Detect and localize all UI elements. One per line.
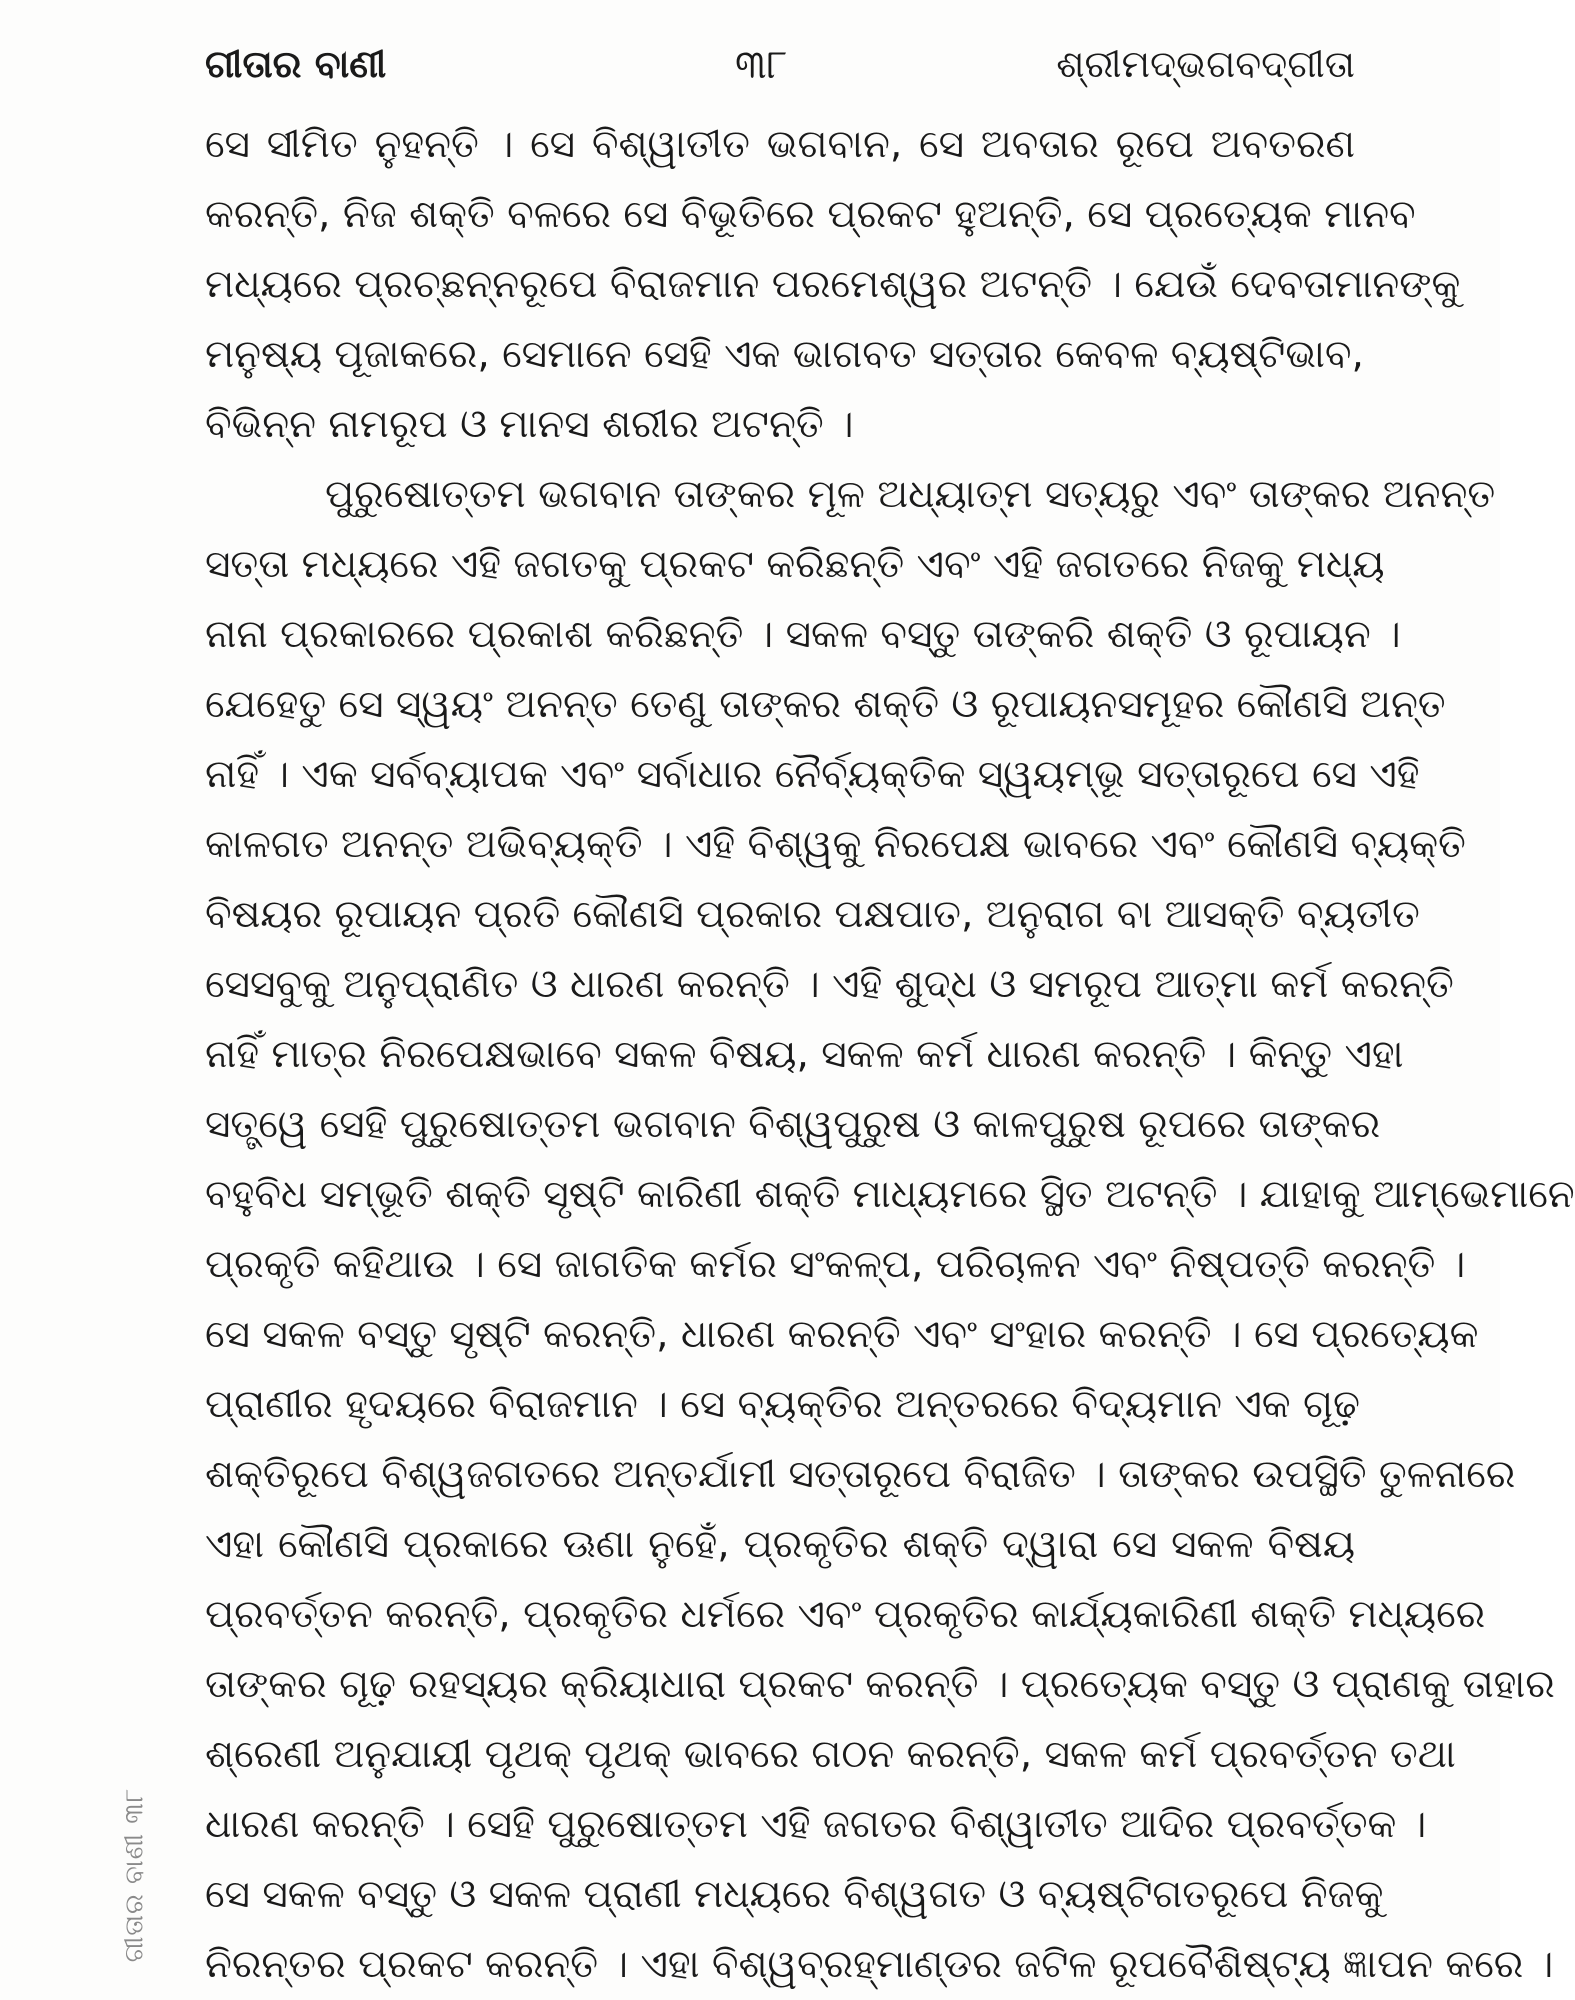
header-chapter-title: ଶ୍ରୀମଦ୍‌ଭଗବଦ୍‌ଗୀତା	[1056, 42, 1355, 86]
text-line: ପ୍ରବର୍ତ୍ତନ କରନ୍ତି, ପ୍ରକୃତିର ଧର୍ମରେ ଏବଂ ପ୍ରକୃତିର କାର୍ଯ୍ୟକାରିଣୀ ଶକ୍ତି ମଧ୍ୟରେ	[205, 1592, 1486, 1637]
side-stamp	[115, 1770, 155, 1980]
body-text	[205, 110, 1575, 1987]
text-line: ମଧ୍ୟରେ ପ୍ରଚ୍ଛନ୍ନରୂପେ ବିରାଜମାନ ପରମେଶ୍ୱର ଅଟନ୍ତି । ଯେଉଁ ଦେବତାମାନଙ୍କୁ	[205, 262, 1461, 307]
text-line: କାଳଗତ ଅନନ୍ତ ଅଭିବ୍ୟକ୍ତି । ଏହି ବିଶ୍ୱକୁ ନିରପେକ୍ଷ ଭାବରେ ଏବଂ କୌଣସି ବ୍ୟକ୍ତି	[205, 822, 1466, 867]
text-line: ପୁରୁଷୋତ୍ତମ ଭଗବାନ ତାଙ୍କର ମୂଳ ଅଧ୍ୟାତ୍ମ ସତ୍ୟରୁ ଏବଂ ତାଙ୍କର ଅନନ୍ତ	[325, 472, 1496, 517]
text-line: ମନୁଷ୍ୟ ପୂଜାକରେ, ସେମାନେ ସେହି ଏକ ଭାଗବତ ସତ୍ତାର କେବଳ ବ୍ୟଷ୍ଟିଭାବ,	[205, 332, 1364, 377]
running-header	[205, 38, 1355, 98]
text-line: ସତ୍ତା ମଧ୍ୟରେ ଏହି ଜଗତକୁ ପ୍ରକଟ କରିଛନ୍ତି ଏବଂ ଏହି ଜଗତରେ ନିଜକୁ ମଧ୍ୟ	[205, 542, 1385, 587]
text-line: ସେ ସକଳ ବସ୍ତୁ ଓ ସକଳ ପ୍ରାଣୀ ମଧ୍ୟରେ ବିଶ୍ୱଗତ ଓ ବ୍ୟଷ୍ଟିଗତରୂପେ ନିଜକୁ	[205, 1872, 1384, 1917]
text-line: ବିଭିନ୍ନ ନାମରୂପ ଓ ମାନସ ଶରୀର ଅଟନ୍ତି ।	[205, 402, 854, 447]
text-line: ନାହିଁ । ଏକ ସର୍ବବ୍ୟାପକ ଏବଂ ସର୍ବାଧାର ନୈର୍ବ୍ୟକ୍ତିକ ସ୍ୱୟମ୍ଭୂ ସତ୍ତାରୂପେ ସେ ଏହି	[205, 752, 1420, 797]
text-line: ଯେହେତୁ ସେ ସ୍ୱୟଂ ଅନନ୍ତ ତେଣୁ ତାଙ୍କର ଶକ୍ତି ଓ ରୂପାୟନସମୂହର କୌଣସି ଅନ୍ତ	[205, 682, 1446, 727]
text-line: ଏହା କୌଣସି ପ୍ରକାରେ ଊଣା ନୁହେଁ, ପ୍ରକୃତିର ଶକ୍ତି ଦ୍ୱାରା ସେ ସକଳ ବିଷୟ	[205, 1522, 1355, 1567]
text-line: ଶକ୍ତିରୂପେ ବିଶ୍ୱଜଗତରେ ଅନ୍ତର୍ଯାମୀ ସତ୍ତାରୂପେ ବିରାଜିତ । ତାଙ୍କର ଉପସ୍ଥିତି ତୁଳନାରେ	[205, 1452, 1516, 1497]
side-stamp-text: ଗୀତାର ବାଣୀ ୩୮	[119, 1787, 150, 1963]
text-line: ପ୍ରାଣୀର ହୃଦୟରେ ବିରାଜମାନ । ସେ ବ୍ୟକ୍ତିର ଅନ୍ତରରେ ବିଦ୍ୟମାନ ଏକ ଗୂଢ଼	[205, 1382, 1360, 1427]
text-line: ବିଷୟର ରୂପାୟନ ପ୍ରତି କୌଣସି ପ୍ରକାର ପକ୍ଷପାତ, ଅନୁରାଗ ବା ଆସକ୍ତି ବ୍ୟତୀତ	[205, 892, 1420, 937]
text-line: କରନ୍ତି, ନିଜ ଶକ୍ତି ବଳରେ ସେ ବିଭୂତିରେ ପ୍ରକଟ ହୁଅନ୍ତି, ସେ ପ୍ରତ୍ୟେକ ମାନବ	[205, 192, 1416, 237]
text-line: ସେ ସକଳ ବସ୍ତୁ ସୃଷ୍ଟି କରନ୍ତି, ଧାରଣ କରନ୍ତି ଏବଂ ସଂହାର କରନ୍ତି । ସେ ପ୍ରତ୍ୟେକ	[205, 1312, 1479, 1357]
text-line: ତାଙ୍କର ଗୂଢ଼ ରହସ୍ୟର କ୍ରିୟାଧାରା ପ୍ରକଟ କରନ୍ତି । ପ୍ରତ୍ୟେକ ବସ୍ତୁ ଓ ପ୍ରାଣକୁ ତାହାର	[205, 1662, 1555, 1707]
header-book-title: ଗୀତାର ବାଣୀ	[205, 42, 387, 86]
text-line: ଧାରଣ କରନ୍ତି । ସେହି ପୁରୁଷୋତ୍ତମ ଏହି ଜଗତର ବିଶ୍ୱାତୀତ ଆଦିର ପ୍ରବର୍ତ୍ତକ ।	[205, 1802, 1427, 1847]
text-line: ବହୁବିଧ ସମ୍ଭୂତି ଶକ୍ତି ସୃଷ୍ଟି କାରିଣୀ ଶକ୍ତି ମାଧ୍ୟମରେ ସ୍ଥିତ ଅଟନ୍ତି । ଯାହାକୁ ଆମ୍ଭେମାନେ	[205, 1172, 1575, 1217]
text-line: ନାନା ପ୍ରକାରରେ ପ୍ରକାଶ କରିଛନ୍ତି । ସକଳ ବସ୍ତୁ ତାଙ୍କରି ଶକ୍ତି ଓ ରୂପାୟନ ।	[205, 612, 1401, 657]
page-number: ୩୮	[735, 42, 788, 88]
text-line: ସତ୍ତ୍ୱେ ସେହି ପୁରୁଷୋତ୍ତମ ଭଗବାନ ବିଶ୍ୱପୁରୁଷ ଓ କାଳପୁରୁଷ ରୂପରେ ତାଙ୍କର	[205, 1102, 1381, 1147]
text-line: ଶ୍ରେଣୀ ଅନୁଯାୟୀ ପୃଥକ୍ ପୃଥକ୍ ଭାବରେ ଗଠନ କରନ୍ତି, ସକଳ କର୍ମ ପ୍ରବର୍ତ୍ତନ ତଥା	[205, 1732, 1456, 1777]
text-line: ନିରନ୍ତର ପ୍ରକଟ କରନ୍ତି । ଏହା ବିଶ୍ୱବ୍ରହ୍ମାଣ୍ଡର ଜଟିଳ ରୂପବୈଶିଷ୍ଟ୍ୟ ଜ୍ଞାପନ କରେ ।	[205, 1942, 1554, 1987]
text-line: ସେ ସୀମିତ ନୁହନ୍ତି । ସେ ବିଶ୍ୱାତୀତ ଭଗବାନ, ସେ ଅବତାର ରୂପେ ଅବତରଣ	[205, 122, 1355, 167]
text-line: ପ୍ରକୃତି କହିଥାଉ । ସେ ଜାଗତିକ କର୍ମର ସଂକଳ୍ପ, ପରିଚାଳନ ଏବଂ ନିଷ୍ପତ୍ତି କରନ୍ତି ।	[205, 1242, 1466, 1287]
text-line: ସେସବୁକୁ ଅନୁପ୍ରାଣିତ ଓ ଧାରଣ କରନ୍ତି । ଏହି ଶୁଦ୍ଧ ଓ ସମରୂପ ଆତ୍ମା କର୍ମ କରନ୍ତି	[205, 962, 1454, 1007]
text-line: ନାହିଁ ମାତ୍ର ନିରପେକ୍ଷଭାବେ ସକଳ ବିଷୟ, ସକଳ କର୍ମ ଧାରଣ କରନ୍ତି । କିନ୍ତୁ ଏହା	[205, 1032, 1404, 1077]
